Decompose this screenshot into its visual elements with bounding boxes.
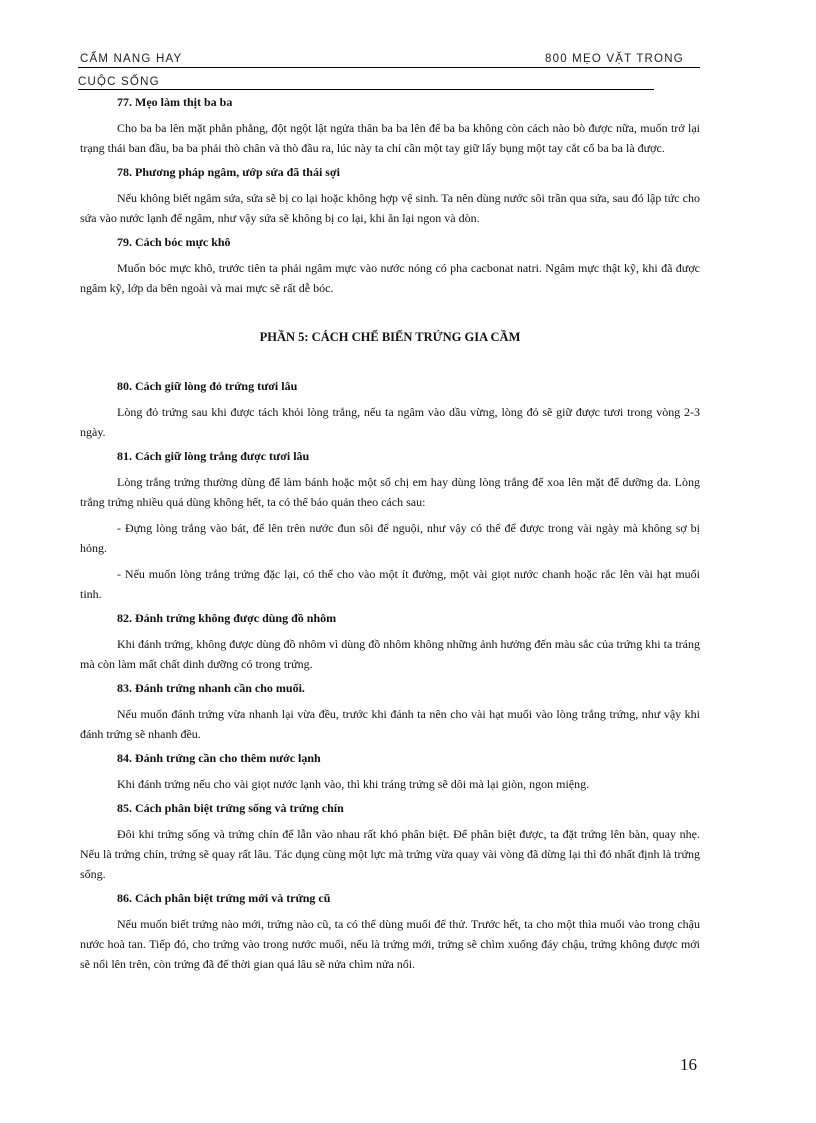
header-rule xyxy=(78,67,700,68)
section-paragraph: Nếu không biết ngâm sứa, sứa sẽ bị co lại hoặc không hợp vệ sinh. Ta nên dùng nước sôi trần qua sứa, sau đó lập tức cho sứa vào nước lạnh để ngâm, như vậy sứa sẽ không bị co lại, khi ăn lại ngon và dòn. xyxy=(80,191,700,225)
section-heading: 83. Đánh trứng nhanh cần cho muối. xyxy=(117,681,305,695)
section-paragraph: Khi đánh trứng, không được dùng đồ nhôm vì dùng đồ nhôm không những ảnh hưởng đến màu sắc của trứng khi ta tráng mà còn làm mất chất dinh dưỡng có trong trứng. xyxy=(80,637,700,671)
running-header-left: CẨM NANG HAY xyxy=(80,53,183,65)
section-heading: 81. Cách giữ lòng trắng được tươi lâu xyxy=(117,449,310,463)
section-heading: 86. Cách phân biệt trứng mới và trứng cũ xyxy=(117,891,331,905)
section-paragraph: Đôi khi trứng sống và trứng chín để lẫn vào nhau rất khó phân biệt. Để phân biệt được, ta đặt trứng lên bàn, quay nhẹ. Nếu là trứng chín, trứng sẽ quay rất lâu. Tác dụng cùng một lực mà trứng vừa quay vài vòng đã dừng lại thì đó nhất định là trứng sống. xyxy=(80,827,700,881)
section-paragraph: Nếu muốn đánh trứng vừa nhanh lại vừa đều, trước khi đánh ta nên cho vài hạt muối vào lòng trắng trứng, như vậy khi đánh trứng sẽ nhanh đều. xyxy=(80,707,700,741)
section-paragraph: Lòng đỏ trứng sau khi được tách khỏi lòng trắng, nếu ta ngâm vào dầu vừng, lòng đỏ sẽ giữ được tươi trong vòng 2-3 ngày. xyxy=(80,405,700,439)
section-heading: 85. Cách phân biệt trứng sống và trứng chín xyxy=(117,801,344,815)
running-header-left-line2: CUỘC SỐNG xyxy=(78,76,160,88)
section-heading: 80. Cách giữ lòng đỏ trứng tươi lâu xyxy=(117,379,298,393)
page-content xyxy=(80,94,700,980)
part-title: PHẦN 5: CÁCH CHẾ BIẾN TRỨNG GIA CẦM xyxy=(259,330,521,344)
section-paragraph: - Đựng lòng trắng vào bát, để lên trên nước đun sôi để nguội, như vậy có thể để được trong vài ngày mà không sợ bị hỏng. xyxy=(80,521,700,555)
page-number: 16 xyxy=(680,1055,697,1074)
section-paragraph: Nếu muốn biết trứng nào mới, trứng nào cũ, ta có thể dùng muối để thử. Trước hết, ta cho một thìa muối vào trong chậu nước hoà tan. Tiếp đó, cho trứng vào trong nước muối, nếu là trứng mới, trứng sẽ chìm xuống đáy chậu, trứng không được mới sẽ nổi lên trên, còn trứng đã để thời gian quá lâu sẽ nửa chìm nửa nổi. xyxy=(80,917,700,971)
section-paragraph: Khi đánh trứng nếu cho vài giọt nước lạnh vào, thì khi tráng trứng sẽ dôi mà lại giòn, ngon miệng. xyxy=(117,777,590,791)
running-header-right: 800 MẸO VẶT TRONG xyxy=(545,53,684,65)
section-heading: 82. Đánh trứng không được dùng đồ nhôm xyxy=(117,611,337,625)
section-heading: 77. Mẹo làm thịt ba ba xyxy=(117,95,233,109)
section-heading: 78. Phương pháp ngâm, ướp sứa đã thái sợi xyxy=(117,165,340,179)
header-rule-second xyxy=(78,89,654,90)
section-paragraph: - Nếu muốn lòng trắng trứng đặc lại, có thể cho vào một ít đường, một vài giọt nước chanh hoặc rắc lên vài hạt muối tinh. xyxy=(80,567,700,601)
section-heading: 84. Đánh trứng cần cho thêm nước lạnh xyxy=(117,751,321,765)
section-paragraph: Cho ba ba lên mặt phẳn phẳng, đột ngột lật ngửa thân ba ba lên để ba ba không còn cách nào bò được nữa, muốn trở lại trạng thái ban đầu, ba ba phải thò chân và thò đầu ra, lúc này ta chỉ cần một tay giữ lấy bụng một tay cắt cổ ba ba là được. xyxy=(80,121,700,155)
section-heading: 79. Cách bóc mực khô xyxy=(117,235,231,249)
section-paragraph: Muốn bóc mực khô, trước tiên ta phải ngâm mực vào nước nóng có pha cacbonat natri. Ngâm mực thật kỹ, khi đã được ngâm kỹ, lớp da bên ngoài và mai mực sẽ rất dễ bóc. xyxy=(80,261,700,295)
section-paragraph: Lòng trắng trứng thường dùng để làm bánh hoặc một số chị em hay dùng lòng trắng để xoa lên mặt để dưỡng da. Lòng trắng trứng nhiều quá dùng không hết, ta có thể bảo quản theo cách sau: xyxy=(80,475,700,509)
